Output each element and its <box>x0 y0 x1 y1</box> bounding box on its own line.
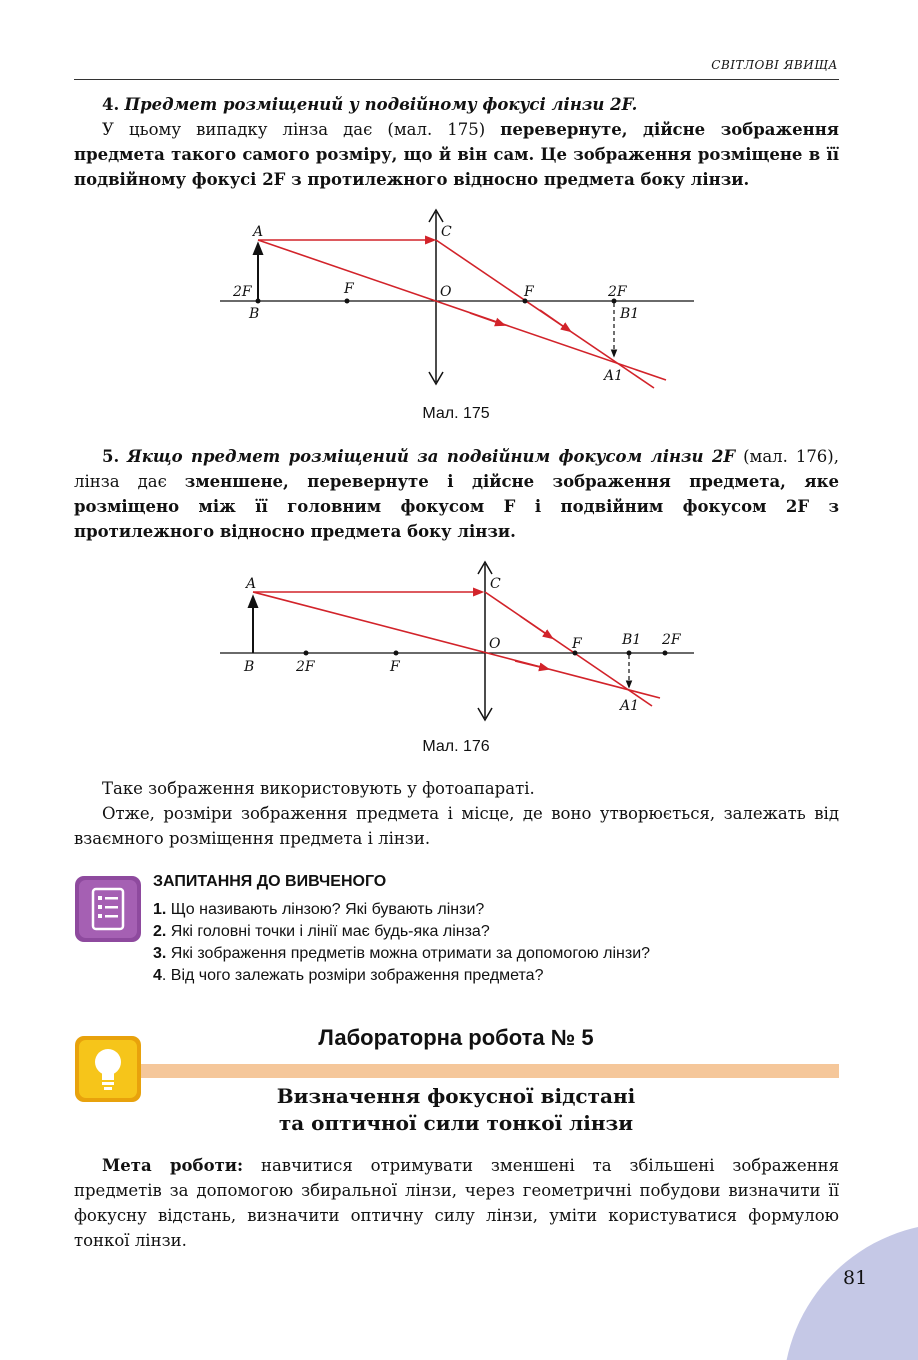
figure-176 <box>200 555 720 730</box>
ray-center <box>258 240 666 380</box>
question-number: 2. <box>153 923 167 940</box>
point-b1 <box>627 651 632 656</box>
conclusion-text <box>74 776 839 851</box>
case5-number: 5. <box>102 447 120 466</box>
lab-goal-label: Мета роботи: <box>102 1156 244 1175</box>
case5-bold-text: зменшене, перевернуте і дійсне зображення предмета, яке розміщено між її головним фокусом F і подвійним фокусом 2F з протилежного відносно предмета боку лінзи. <box>74 472 839 541</box>
header-rule <box>74 79 839 80</box>
point-f-left <box>394 651 399 656</box>
label-o: O <box>489 636 501 652</box>
question-item <box>153 943 833 965</box>
case5-paragraph <box>74 444 839 544</box>
case5-section <box>74 444 839 544</box>
question-text: Які зображення предметів можна отримати за допомогою лінзи? <box>166 945 651 962</box>
case4-heading <box>74 92 839 117</box>
label-2f-left: 2F <box>296 659 315 675</box>
label-b1: B1 <box>622 632 642 648</box>
ray-refracted-arrow <box>540 310 570 331</box>
case4-paragraph <box>74 117 839 192</box>
question-text: Які головні точки і лінії має будь-яка лінза? <box>166 923 490 940</box>
point-2f-left <box>256 299 261 304</box>
lab-goal-text: навчитися отримувати зменшені та збільшені зображення предметів за допомогою збиральної лінзи, через геометричні побудови визначити її фокусну відстань, визначити оптичну силу лінзи, уміти користуватися формулою тонкої лінзи. <box>74 1156 839 1250</box>
lab-title: Лабораторна робота № 5 <box>318 1025 594 1050</box>
ray-refracted-arrow <box>520 616 552 638</box>
question-item <box>153 921 833 943</box>
figure-175 <box>200 200 720 400</box>
label-f-right: F <box>524 284 534 300</box>
lab-subtitle <box>140 1083 772 1137</box>
label-f-left: F <box>390 659 400 675</box>
point-2f-right <box>663 651 668 656</box>
point-2f-left <box>304 651 309 656</box>
questions-list <box>153 899 833 987</box>
label-f-left: F <box>344 281 354 297</box>
lab-subtitle-line1: Визначення фокусної відстані <box>276 1084 636 1108</box>
conclusion-p2: Отже, розміри зображення предмета і місце, де воно утворюється, залежать від взаємного розміщення предмета і лінзи. <box>74 804 839 848</box>
case5-title: Якщо предмет розміщений за подвійним фокусом лінзи 2F <box>127 447 736 466</box>
running-title: СВІТЛОВІ ЯВИЩА <box>711 58 838 72</box>
label-f-right: F <box>572 636 582 652</box>
point-f-left <box>345 299 350 304</box>
lab-subtitle-line2: та оптичної сили тонкої лінзи <box>278 1111 634 1135</box>
lab-goal-paragraph <box>74 1153 839 1253</box>
question-item <box>153 899 833 921</box>
label-a: A <box>246 576 257 592</box>
question-number: 4 <box>153 967 162 984</box>
question-text: Що називають лінзою? Які бувають лінзи? <box>166 901 485 918</box>
label-o: O <box>440 284 452 300</box>
figure-175-caption: Мал. 175 <box>422 405 490 422</box>
label-2f-right: 2F <box>662 632 681 648</box>
question-number: 1. <box>153 901 167 918</box>
question-number: 3. <box>153 945 167 962</box>
label-2f-left: 2F <box>233 284 252 300</box>
conclusion-p1: Таке зображення використовують у фотоапараті. <box>102 779 535 798</box>
case4-title: Предмет розміщений у подвійному фокусі лінзи 2F. <box>124 95 638 114</box>
page-number: 81 <box>843 1267 868 1289</box>
label-c: C <box>490 576 501 592</box>
label-a1: A1 <box>620 698 640 714</box>
label-b: B <box>244 659 255 675</box>
case4-bold-text: перевернуте, дійсне зображення предмета такого самого розміру, що й він сам. Це зображення розміщене в її подвійному фокусі 2F з протилежного відносно предмета боку лінзи. <box>74 120 839 189</box>
label-b1: B1 <box>620 306 640 322</box>
label-b: B <box>249 306 260 322</box>
questions-title: ЗАПИТАННЯ ДО ВИВЧЕНОГО <box>153 873 387 890</box>
label-c: C <box>441 224 452 240</box>
lab-band <box>140 1064 839 1078</box>
lightbulb-icon <box>73 1034 143 1104</box>
case4-number: 4. <box>102 95 120 114</box>
question-item <box>153 965 833 987</box>
list-icon <box>73 874 143 944</box>
question-text: . Від чого залежать розміри зображення предмета? <box>161 967 544 984</box>
lab-goal <box>74 1153 839 1253</box>
case5-text: (мал. 176), лінза дає <box>74 447 839 491</box>
ray-center-arrow <box>515 661 548 669</box>
ray-center-arrow <box>470 313 504 325</box>
label-2f-right: 2F <box>608 284 627 300</box>
figure-176-caption: Мал. 176 <box>422 738 490 755</box>
case4-section <box>74 92 839 192</box>
label-a: A <box>253 224 264 240</box>
ray-center <box>253 592 660 698</box>
case4-text: У цьому випадку лінза дає (мал. 175) <box>102 120 501 139</box>
label-a1: A1 <box>604 368 624 384</box>
